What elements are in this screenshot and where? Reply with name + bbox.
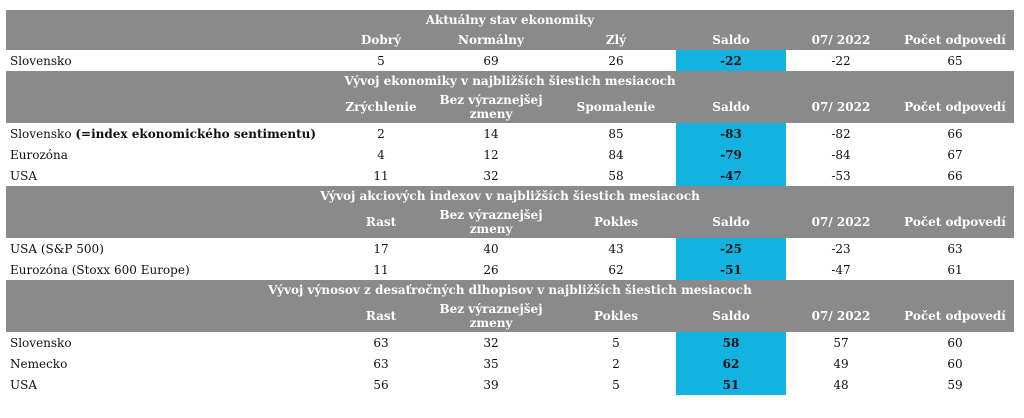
header-cell: Dobrý	[336, 30, 426, 50]
table-cell: 43	[608, 241, 624, 256]
table-cell: 65	[947, 53, 963, 68]
table-row	[6, 123, 1014, 144]
header-cell: Počet odpovedí	[896, 30, 1014, 50]
table-cell: 49	[833, 356, 849, 371]
survey-table	[6, 10, 1014, 395]
saldo-cell: 58	[676, 332, 786, 353]
saldo-cell: -47	[676, 165, 786, 186]
table-cell: 69	[483, 53, 499, 68]
header-cell: Zrýchlenie	[336, 91, 426, 123]
saldo-cell: -51	[676, 259, 786, 280]
table-cell: 63	[373, 356, 389, 371]
row-label-bold: (=index ekonomického sentimentu)	[75, 126, 317, 141]
row-label-text: USA (S&P 500)	[10, 241, 104, 256]
section-title: Vývoj výnosov z desaťročných dlhopisov v najbližších šiestich mesiacoch	[6, 280, 1014, 300]
table-row	[6, 259, 1014, 280]
row-label-text: USA	[10, 168, 37, 183]
saldo-cell: -25	[676, 238, 786, 259]
header-cell: Počet odpovedí	[896, 206, 1014, 238]
table-cell: 63	[947, 241, 963, 256]
table-cell: -22	[831, 53, 851, 68]
table-cell: 5	[612, 335, 620, 350]
table-cell: 48	[833, 377, 849, 392]
table-cell: 56	[373, 377, 389, 392]
table-row	[6, 144, 1014, 165]
header-cell	[6, 206, 336, 238]
header-cell: Pokles	[556, 206, 676, 238]
table-cell: 66	[947, 168, 963, 183]
section-title-row	[6, 10, 1014, 30]
header-cell: 07/ 2022	[786, 30, 896, 50]
table-cell: 57	[833, 335, 849, 350]
table-cell: -53	[831, 168, 851, 183]
row-label-text: Eurozóna	[10, 147, 68, 162]
table-cell: 4	[377, 147, 385, 162]
saldo-cell: -22	[676, 50, 786, 71]
header-cell: Rast	[336, 300, 426, 332]
row-label-text: Slovensko	[10, 53, 72, 68]
table-cell: 26	[483, 262, 499, 277]
section-title-row	[6, 186, 1014, 206]
header-cell: Saldo	[676, 206, 786, 238]
header-cell: Rast	[336, 206, 426, 238]
header-cell: 07/ 2022	[786, 300, 896, 332]
table-cell: -82	[831, 126, 851, 141]
table-cell: 40	[483, 241, 499, 256]
table-row	[6, 374, 1014, 395]
row-label	[6, 50, 336, 71]
table-cell: 5	[377, 53, 385, 68]
saldo-cell: 62	[676, 353, 786, 374]
table-row	[6, 353, 1014, 374]
table-cell: 14	[483, 126, 499, 141]
header-row	[6, 30, 1014, 50]
row-label	[6, 238, 336, 259]
row-label	[6, 374, 336, 395]
table-cell: 84	[608, 147, 624, 162]
table-cell: 67	[947, 147, 963, 162]
table-cell: 11	[373, 168, 389, 183]
table-cell: 85	[608, 126, 624, 141]
header-row	[6, 206, 1014, 238]
table-cell: 39	[483, 377, 499, 392]
table-cell: 35	[483, 356, 499, 371]
row-label-text: Slovensko	[10, 126, 76, 141]
table-cell: 32	[483, 335, 499, 350]
row-label-text: Eurozóna (Stoxx 600 Europe)	[10, 262, 190, 277]
header-cell: Zlý	[556, 30, 676, 50]
header-cell: Počet odpovedí	[896, 300, 1014, 332]
section-title-row	[6, 71, 1014, 91]
saldo-cell: -79	[676, 144, 786, 165]
header-cell: Saldo	[676, 300, 786, 332]
table-row	[6, 165, 1014, 186]
table-cell: 2	[377, 126, 385, 141]
header-cell: Saldo	[676, 91, 786, 123]
row-label	[6, 165, 336, 186]
row-label-text: USA	[10, 377, 37, 392]
header-cell: Bez výraznejšej zmeny	[426, 91, 556, 123]
header-cell: Bez výraznejšej zmeny	[426, 300, 556, 332]
table-cell: 60	[947, 356, 963, 371]
table-cell: 63	[373, 335, 389, 350]
section-title: Vývoj akciových indexov v najbližších šiestich mesiacoch	[6, 186, 1014, 206]
header-cell: Počet odpovedí	[896, 91, 1014, 123]
table-cell: 32	[483, 168, 499, 183]
section-title: Aktuálny stav ekonomiky	[6, 10, 1014, 30]
row-label-text: Nemecko	[10, 356, 68, 371]
table-cell: 11	[373, 262, 389, 277]
table-cell: 17	[373, 241, 389, 256]
header-cell	[6, 30, 336, 50]
section-title-row	[6, 280, 1014, 300]
table-row	[6, 332, 1014, 353]
table-cell: 26	[608, 53, 624, 68]
table-cell: 5	[612, 377, 620, 392]
row-label	[6, 144, 336, 165]
header-row	[6, 91, 1014, 123]
table-cell: 61	[947, 262, 963, 277]
table-cell: 60	[947, 335, 963, 350]
header-cell	[6, 300, 336, 332]
table-row	[6, 50, 1014, 71]
header-cell: 07/ 2022	[786, 206, 896, 238]
row-label	[6, 259, 336, 280]
table-cell: 59	[947, 377, 963, 392]
header-cell: Saldo	[676, 30, 786, 50]
row-label	[6, 353, 336, 374]
row-label	[6, 332, 336, 353]
table-row	[6, 238, 1014, 259]
header-cell: Spomalenie	[556, 91, 676, 123]
table-cell: 58	[608, 168, 624, 183]
header-cell: Bez výraznejšej zmeny	[426, 206, 556, 238]
table-cell: -23	[831, 241, 851, 256]
header-cell	[6, 91, 336, 123]
table-cell: 66	[947, 126, 963, 141]
section-title: Vývoj ekonomiky v najbližších šiestich mesiacoch	[6, 71, 1014, 91]
table-cell: 2	[612, 356, 620, 371]
header-row	[6, 300, 1014, 332]
table-cell: 12	[483, 147, 499, 162]
saldo-cell: 51	[676, 374, 786, 395]
table-cell: -84	[831, 147, 851, 162]
table-cell: -47	[831, 262, 851, 277]
row-label-text: Slovensko	[10, 335, 72, 350]
row-label	[6, 123, 336, 144]
header-cell: Normálny	[426, 30, 556, 50]
saldo-cell: -83	[676, 123, 786, 144]
header-cell: 07/ 2022	[786, 91, 896, 123]
header-cell: Pokles	[556, 300, 676, 332]
table-cell: 62	[608, 262, 624, 277]
